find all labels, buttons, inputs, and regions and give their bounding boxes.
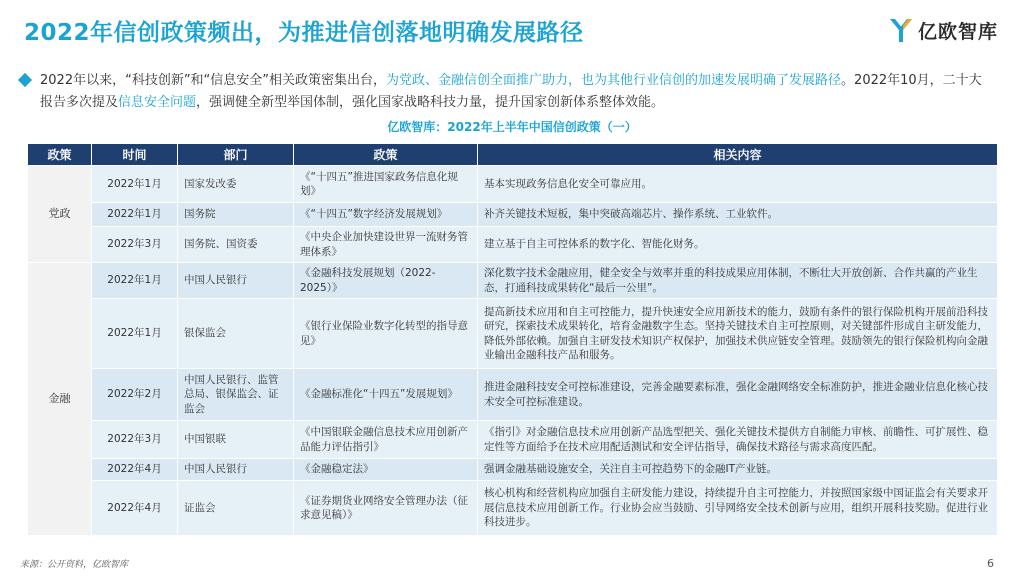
diamond-bullet-icon [18, 73, 32, 87]
policy-cell: 《中国银联金融信息技术应用创新产品能力评估指引》 [294, 421, 478, 459]
logo-mark-icon [888, 16, 914, 44]
table-row [28, 227, 998, 263]
content-cell: 推进金融科技安全可控标准建设，完善金融要素标准，强化金融网络安全标准防护，推进金融业信息化核心技术安全可控标准建设。 [478, 369, 998, 421]
time-cell: 2022年4月 [92, 481, 178, 536]
time-cell: 2022年4月 [92, 459, 178, 481]
header-department: 部门 [178, 144, 294, 166]
intro-text-3: ，强调健全新型举国体制，强化国家战略科技力量，提升国家创新体系整体效能。 [196, 95, 665, 110]
table-row [28, 459, 998, 481]
department-cell: 国务院、国资委 [178, 227, 294, 263]
policy-cell: 《证券期货业网络安全管理办法（征求意见稿）》 [294, 481, 478, 536]
department-cell: 国家发改委 [178, 166, 294, 203]
policy-cell: 《“十四五”推进国家政务信息化规划》 [294, 166, 478, 203]
content-cell: 基本实现政务信息化安全可靠应用。 [478, 166, 998, 203]
table-row [28, 369, 998, 421]
time-cell: 2022年1月 [92, 203, 178, 227]
department-cell: 中国人民银行 [178, 459, 294, 481]
content-cell: 强调金融基础设施安全，关注自主可控趋势下的金融IT产业链。 [478, 459, 998, 481]
content-cell: 提高新技术应用和自主可控能力，提升快速安全应用新技术的能力，鼓励有条件的银行保险机构开展前沿科技研究，探索技术成果转化，培育金融数字生态。坚持关键技术自主可控原则，对关键部件形成自主研发能力，降低外部依赖。加强自主研发技术知识产权保护，加强技术供应链安全管理。鼓励领先的银行保险机构向金融业输出金融科技产品和服务。 [478, 299, 998, 369]
time-cell: 2022年1月 [92, 166, 178, 203]
policy-table [27, 143, 998, 536]
policy-cell: 《金融标准化“十四五”发展规划》 [294, 369, 478, 421]
header-policy: 政策 [294, 144, 478, 166]
department-cell: 证监会 [178, 481, 294, 536]
time-cell: 2022年1月 [92, 299, 178, 369]
intro-paragraph [40, 70, 990, 114]
policy-cell: 《金融科技发展规划（2022-2025）》 [294, 263, 478, 299]
department-cell: 中国银联 [178, 421, 294, 459]
time-cell: 2022年1月 [92, 263, 178, 299]
table-row [28, 481, 998, 536]
content-cell: 《指引》对金融信息技术应用创新产品选型把关、强化关键技术提供方自制能力审核、前瞻性、可扩展性、稳定性等方面给予在技术应用配适测试和安全评估指导，确保技术路径与需求高度匹配。 [478, 421, 998, 459]
time-cell: 2022年3月 [92, 421, 178, 459]
content-cell: 建立基于自主可控体系的数字化、智能化财务。 [478, 227, 998, 263]
department-cell: 中国人民银行 [178, 263, 294, 299]
category-cell: 党政 [28, 166, 92, 263]
table-row [28, 263, 998, 299]
table-row [28, 299, 998, 369]
content-cell: 核心机构和经营机构应加强自主研发能力建设，持续提升自主可控能力，并按照国家级中国证监会有关要求开展信息技术应用创新工作。行业协会应当鼓励、引导网络安全技术创新与应用，组织开展科技奖励。促进行业科技进步。 [478, 481, 998, 536]
intro-text-2: 。2022年10月，二十大报告多次提及 [40, 73, 982, 110]
intro-highlight-2: 信息安全问题 [118, 95, 197, 110]
category-cell: 金融 [28, 263, 92, 536]
policy-cell: 《中央企业加快建设世界一流财务管理体系》 [294, 227, 478, 263]
intro-highlight-1: 为党政、金融信创全面推广助力，也为其他行业信创的加速发展明确了发展路径 [386, 73, 842, 88]
table-row [28, 166, 998, 203]
header-content: 相关内容 [478, 144, 998, 166]
content-cell: 补齐关键技术短板，集中突破高端芯片、操作系统、工业软件。 [478, 203, 998, 227]
page-number: 6 [987, 557, 994, 570]
department-cell: 中国人民银行、监管总局、银保监会、证监会 [178, 369, 294, 421]
brand-logo [888, 16, 998, 44]
policy-cell: 《银行业保险业数字化转型的指导意见》 [294, 299, 478, 369]
time-cell: 2022年3月 [92, 227, 178, 263]
source-note: 来源：公开资料，亿欧智库 [20, 560, 129, 570]
time-cell: 2022年2月 [92, 369, 178, 421]
intro-text-1: 2022年以来，“科技创新”和“信息安全”相关政策密集出台， [40, 73, 387, 88]
table-row [28, 203, 998, 227]
header-category: 政策 [28, 144, 92, 166]
content-cell: 深化数字技术金融应用，健全安全与效率并重的科技成果应用体制，不断壮大开放创新、合作共赢的产业生态，打通科技成果转化“最后一公里”。 [478, 263, 998, 299]
header-time: 时间 [92, 144, 178, 166]
table-header-row [28, 144, 998, 166]
table-title: 亿欧智库：2022年上半年中国信创政策（一） [387, 120, 637, 134]
department-cell: 国务院 [178, 203, 294, 227]
page-title: 2022年信创政策频出，为推进信创落地明确发展路径 [24, 20, 584, 46]
policy-cell: 《“十四五”数字经济发展规划》 [294, 203, 478, 227]
table-row [28, 421, 998, 459]
brand-name: 亿欧智库 [917, 20, 998, 43]
department-cell: 银保监会 [178, 299, 294, 369]
policy-cell: 《金融稳定法》 [294, 459, 478, 481]
